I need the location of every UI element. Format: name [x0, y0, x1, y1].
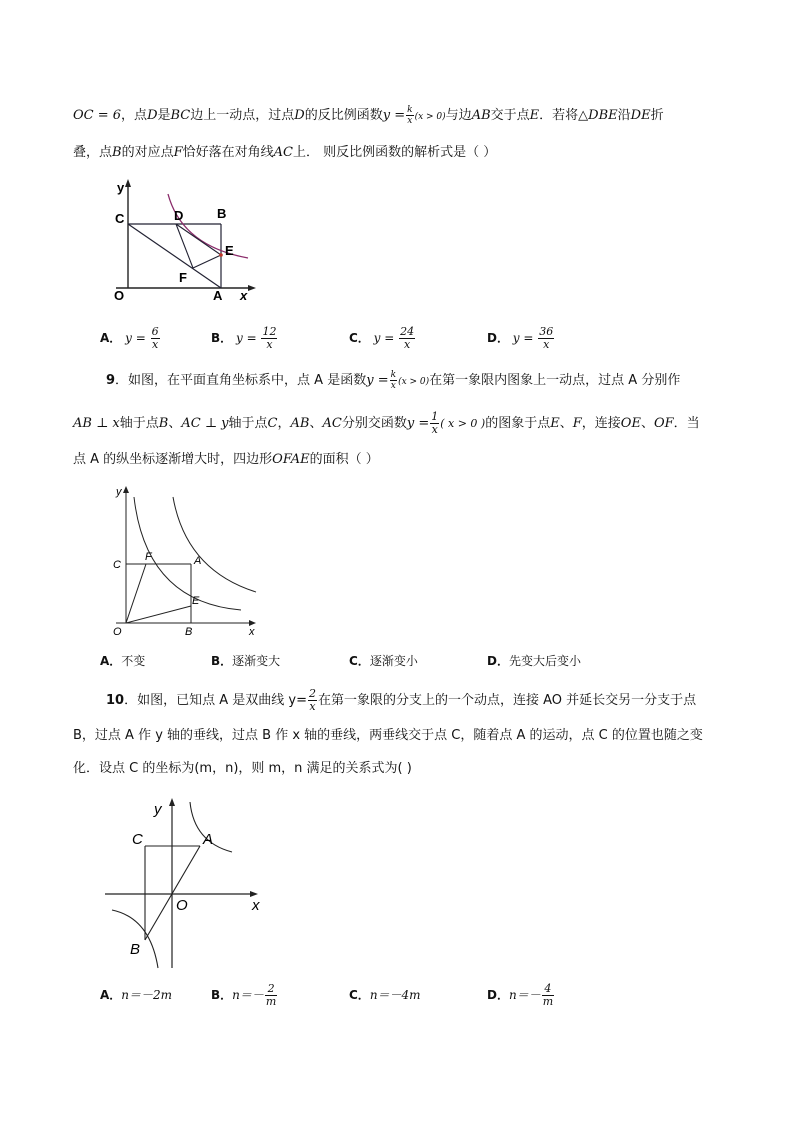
label-y: y — [154, 801, 162, 818]
numerator: k — [390, 370, 397, 380]
option-fraction — [151, 326, 160, 351]
denominator: x — [152, 338, 159, 351]
q8-line-2 — [73, 142, 496, 164]
numerator: 1 — [431, 410, 439, 423]
option-label: A． — [100, 331, 122, 345]
option-lhs: n＝－ — [232, 988, 264, 1002]
fraction-k-over-x — [406, 105, 413, 126]
text: 恰好落在对角线 — [182, 145, 274, 160]
text: C — [267, 416, 278, 431]
option-label: C． — [349, 331, 370, 345]
q8-option-b[interactable] — [211, 321, 278, 355]
text: OF — [653, 416, 674, 431]
label-a: A — [213, 288, 223, 303]
option-lhs: y = — [235, 331, 257, 345]
text: OFAE — [272, 452, 310, 467]
text: F — [572, 416, 582, 431]
q10-option-c[interactable] — [349, 978, 421, 1012]
text: 叠，点 — [73, 145, 113, 160]
option-lhs: y = — [512, 331, 534, 345]
text: ．如图，在平面直角坐标系中，点 A 是函数 — [115, 373, 367, 388]
q9-line-2 — [73, 410, 700, 436]
q9-line-1 — [106, 370, 680, 392]
text: ．当 — [673, 416, 700, 431]
text: ，点 — [121, 108, 148, 123]
point-b: B — [112, 145, 122, 160]
label-d: D — [174, 208, 184, 223]
denominator: x — [407, 116, 413, 126]
q9-line-3 — [73, 449, 379, 471]
text: 点 A 的纵坐标逐渐增大时，四边形 — [73, 452, 273, 467]
q10-line-3: 化．设点 C 的坐标为(m，n)，则 m，n 满足的关系式为( ) — [73, 761, 412, 776]
segment-ac: AC — [273, 145, 293, 160]
denominator: x — [309, 700, 316, 713]
label-e: E — [192, 595, 200, 607]
q10-line-2: B，过点 A 作 y 轴的垂线，过点 B 作 x 轴的垂线，两垂线交于点 C，随着点 A 的运动，点 C 的位置也随之变 — [73, 728, 703, 743]
option-fraction — [399, 326, 415, 351]
option-label: A． — [100, 654, 122, 668]
text: 、 — [168, 416, 182, 431]
label-b: B — [185, 626, 193, 638]
denominator: x — [390, 381, 396, 391]
fraction-1-over-x — [430, 411, 439, 436]
numerator: 12 — [262, 325, 277, 338]
denominator: m — [265, 995, 277, 1008]
text: AC ⊥ y — [181, 416, 229, 431]
text: ．如图，已知点 A 是双曲线 y= — [124, 693, 307, 708]
segment-ab: AB — [471, 108, 491, 123]
q9-option-b[interactable] — [211, 644, 280, 678]
text: 是 — [157, 108, 171, 123]
label-x: x — [252, 897, 260, 914]
numerator: 24 — [400, 325, 415, 338]
y-eq: y = — [406, 416, 430, 431]
point-d: D — [147, 108, 158, 123]
label-b: B — [217, 206, 227, 221]
option-text: n＝－4m — [369, 988, 421, 1002]
numerator: k — [407, 105, 413, 115]
text: AB ⊥ x — [73, 416, 120, 431]
option-fraction — [265, 983, 277, 1008]
text: 、 — [309, 416, 323, 431]
numerator: 2 — [265, 983, 277, 996]
triangle-dbe: △DBE — [578, 108, 618, 123]
label-b: B — [130, 941, 141, 958]
denominator: x — [431, 423, 438, 436]
denominator: x — [266, 338, 273, 351]
point-e: E — [529, 108, 540, 123]
text: 沿 — [617, 108, 631, 123]
question-number: 10 — [106, 693, 125, 708]
numerator: 2 — [308, 687, 316, 700]
option-label: D． — [487, 331, 509, 345]
option-label: B． — [211, 331, 233, 345]
text: ，连接 — [581, 416, 621, 431]
option-label: A． — [100, 988, 122, 1002]
label-c: C — [115, 211, 125, 226]
option-text: n＝－2m — [121, 988, 173, 1002]
text: 分别交函数 — [341, 416, 407, 431]
text: 交于点 — [490, 108, 530, 123]
text: ．若将 — [539, 108, 579, 123]
question-number: 9 — [106, 373, 116, 388]
q8-option-a[interactable] — [100, 321, 161, 355]
domain-condition: (x > 0) — [414, 112, 446, 122]
text: 与边 — [445, 108, 472, 123]
fraction-2-over-x — [308, 688, 317, 713]
option-label: C． — [349, 654, 370, 668]
label-o: O — [113, 626, 122, 638]
q9-option-a[interactable] — [100, 644, 145, 678]
option-lhs: n＝－ — [508, 988, 541, 1002]
label-c: C — [113, 559, 121, 571]
q10-option-b[interactable] — [211, 978, 278, 1012]
label-o: O — [176, 897, 188, 914]
text: 的图象于点 — [485, 416, 551, 431]
q9-figure — [106, 482, 266, 642]
q9-option-d[interactable] — [487, 644, 581, 678]
text: 的反比例函数 — [304, 108, 383, 123]
text: 在第一象限的分支上的一个动点，连接 AO 并延长交另一分支于点 — [317, 693, 697, 708]
text: 、 — [640, 416, 654, 431]
text: 轴于点 — [228, 416, 268, 431]
option-label: C． — [349, 988, 370, 1002]
segment-de: DE — [630, 108, 651, 123]
q8-option-c[interactable] — [349, 321, 416, 355]
q10-figure — [100, 790, 280, 975]
text: 的面积（ ） — [309, 452, 379, 467]
q10-option-a[interactable] — [100, 978, 172, 1012]
text: AC — [322, 416, 342, 431]
text: 在第一象限内图象上一动点，过点 A 分别作 — [429, 373, 681, 388]
q8-figure — [106, 176, 266, 306]
label-f: F — [145, 551, 152, 563]
oc-value: OC = 6 — [73, 108, 122, 123]
text: 边上一动点，过点 — [190, 108, 295, 123]
label-x: x — [240, 288, 248, 303]
text: B — [158, 416, 169, 431]
numerator: 36 — [539, 325, 554, 338]
option-lhs: y = — [373, 331, 395, 345]
text: 、 — [559, 416, 573, 431]
text: AB — [290, 416, 310, 431]
text: OE — [620, 416, 641, 431]
label-e: E — [225, 243, 234, 258]
label-o: O — [114, 288, 125, 303]
denominator: x — [404, 338, 411, 351]
denominator: x — [543, 338, 550, 351]
label-x: x — [249, 626, 255, 638]
y-eq: y = — [366, 373, 389, 388]
numerator: 4 — [542, 983, 554, 996]
text: 折 — [650, 108, 664, 123]
option-fraction — [538, 326, 554, 351]
option-label: B． — [211, 988, 233, 1002]
q10-line-1 — [106, 687, 697, 713]
fraction-k-over-x — [390, 370, 397, 391]
text: 上． 则反比例函数的解析式是（ ） — [292, 145, 497, 160]
option-fraction — [542, 983, 554, 1008]
text: ， — [277, 416, 291, 431]
q9-option-c[interactable] — [349, 644, 418, 678]
q8-line-1 — [73, 105, 664, 127]
option-label: D． — [487, 988, 509, 1002]
segment-bc: BC — [170, 108, 191, 123]
option-text: 逐渐变大 — [232, 654, 281, 668]
label-a: A — [194, 555, 202, 567]
label-a: A — [203, 831, 214, 848]
domain-condition: ( x > 0 ) — [440, 417, 486, 430]
point-f: F — [173, 145, 183, 160]
y-eq: y = — [382, 108, 406, 123]
q10-option-d[interactable] — [487, 978, 555, 1012]
label-c: C — [132, 831, 143, 848]
text: 的对应点 — [121, 145, 174, 160]
label-y: y — [116, 486, 122, 498]
option-text: 先变大后变小 — [508, 654, 581, 668]
label-f: F — [179, 270, 187, 285]
option-label: D． — [487, 654, 509, 668]
option-text: 不变 — [121, 654, 146, 668]
option-lhs: y = — [125, 331, 146, 345]
option-label: B． — [211, 654, 233, 668]
text: E — [550, 416, 560, 431]
option-fraction — [261, 326, 277, 351]
denominator: m — [542, 995, 554, 1008]
option-text: 逐渐变小 — [369, 654, 418, 668]
domain-condition: (x > 0) — [398, 377, 430, 387]
numerator: 6 — [151, 325, 159, 338]
q8-option-d[interactable] — [487, 321, 555, 355]
label-y: y — [117, 180, 125, 195]
point-d: D — [294, 108, 305, 123]
text: 轴于点 — [119, 416, 159, 431]
